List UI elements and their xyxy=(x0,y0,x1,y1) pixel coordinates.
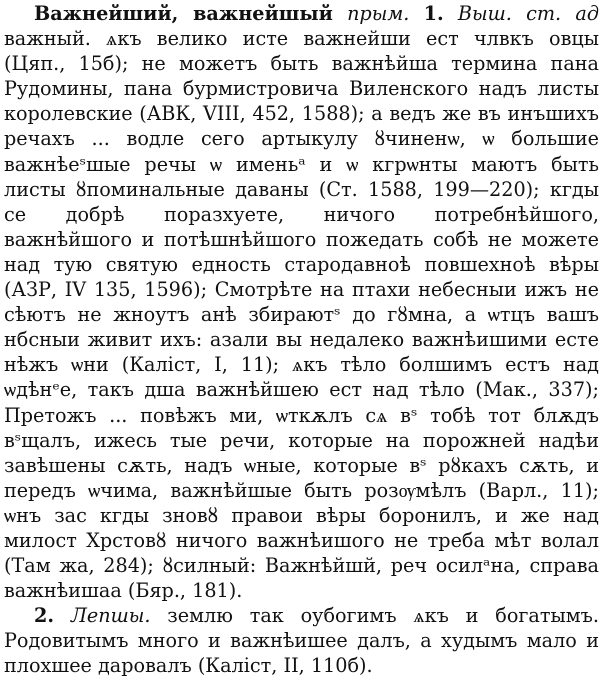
sense-1-gloss: Выш. ст. ад xyxy=(457,2,599,25)
sense-2-gloss: Лепшы. xyxy=(70,604,151,628)
sense-1-number: 1. xyxy=(423,2,444,25)
headword: Важнейший, важнейшый xyxy=(34,2,333,25)
part-of-speech: прым. xyxy=(347,2,410,25)
sense-2-text: землю так оубогимъ ѧкъ и богатымъ. Родовитымъ много и важнѣишее далъ, а худымъ мало и плохшее даровалъ (Каліст, II, 110б). xyxy=(4,604,599,678)
sense-2-number: 2. xyxy=(34,604,55,628)
sense-2-paragraph xyxy=(4,603,599,678)
sense-1-text: важный. ѧкъ велико исте важнейши ест члвкъ овцы (Цяп., 15б); не можетъ быть важнѣйша термина пана Рудомины, пана бурмистровича Виленского надъ листы королевские (АВК, VIII, 452, 1588); а ведъ же въ инъшихъ речахъ ... водле сего артыкулу ȣчиненѡ, ѡ большие важнѣеˢшые речы ѡ именьᵃ и ѡ кгрѡнты маютъ быть листы ȣпоминальные даваны (Ст. 1588, 199—220); кгды се добрѣ поразхуете, ничого потребнѣйшого, важнѣйшого и потѣшнѣйшого пожедать собѣ не можете над тую святую едность стародавноѣ повшехноѣ вѣры (АЗР, IV 135, 1596); Смотрѣте на птахи небесныи ижъ не сѣютъ не жноутъ анѣ збираютˢ до гȣмна, а ѡтцъ вашъ нбсныи живит ихъ: азали вы недалеко важнѣишими есте нѣжъ ѡни (Каліст, I, 11); ѧкъ тѣло болшимъ естъ над ѡдѣнᵉе, такъ дша важнѣйшею ест над тѣло (Мак., 337); Претожъ ... повѣжъ ми, ѡткѫлъ сѧ вˢ тобѣ тот блѫдъ вˢщалъ, ижесь тые речи, которые на порожней надѣи завѣшены сѫть, надъ ѡные, которые вˢ рȣкахъ сѫть, и передъ ѡчима, важнѣйшые быть розѹмѣлъ (Варл., 11); ѡнъ зас кгды зновȣ правои вѣры боронилъ, и же над милост Хрстовȣ ничого важнѣишого не треба мѣт волал (Там жа, 284); ȣсилный: Важнѣйшй, реч осилᵃна, справа важнѣишаа (Бяр., 181). xyxy=(4,27,599,603)
sense-1-paragraph xyxy=(4,1,599,603)
